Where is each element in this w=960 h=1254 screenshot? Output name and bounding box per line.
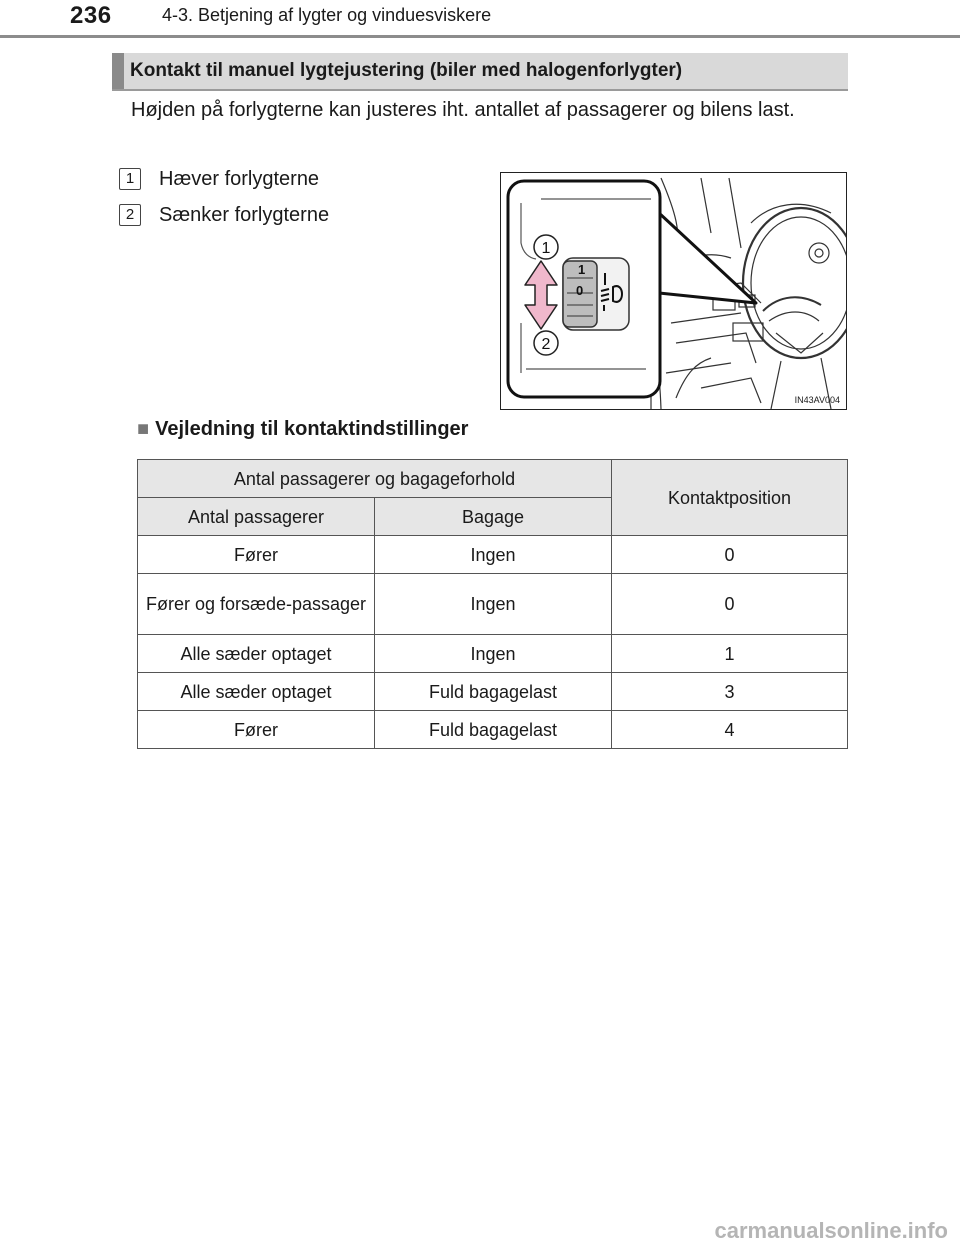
- table-group-header: Antal passagerer og bagageforhold: [138, 460, 612, 498]
- cell-luggage: Ingen: [375, 536, 612, 574]
- figure-code: IN43AV004: [794, 395, 840, 405]
- subheading-text: Vejledning til kontaktindstillinger: [155, 418, 469, 440]
- cell-position: 3: [612, 673, 848, 711]
- page-number: 236: [70, 2, 112, 29]
- cell-position: 4: [612, 711, 848, 749]
- callout-2: [534, 331, 558, 355]
- dial-mark-0: 0: [576, 283, 584, 298]
- table-col-passengers: Antal passagerer: [138, 498, 375, 536]
- section-title: Kontakt til manuel lygtejustering (biler med halogenforlygter): [130, 60, 683, 81]
- cell-position: 0: [612, 536, 848, 574]
- chapter-title: 4-3. Betjening af lygter og vinduesviskere: [162, 5, 492, 25]
- cell-passengers: Fører: [138, 536, 375, 574]
- dashboard-illustration: [501, 173, 846, 409]
- table-row: [138, 536, 848, 574]
- svg-text:2: 2: [541, 336, 551, 353]
- watermark: carmanualsonline.info: [714, 1218, 948, 1243]
- dial-mark-1: 1: [578, 262, 586, 277]
- item-number-badge: 1: [119, 168, 141, 190]
- table-row: [138, 635, 848, 673]
- cell-luggage: Ingen: [375, 635, 612, 673]
- headlight-switch-figure: [500, 172, 847, 410]
- switch-settings-table: [137, 459, 848, 749]
- section-accent: [112, 53, 124, 89]
- table-row: [138, 574, 848, 635]
- section-title-bar: [112, 53, 848, 89]
- list-item-raise: [119, 168, 319, 191]
- item-label: Hæver forlygterne: [159, 168, 320, 190]
- table-col-luggage: Bagage: [375, 498, 612, 536]
- cell-luggage: Fuld bagagelast: [375, 711, 612, 749]
- table-position-header: Kontaktposition: [612, 460, 848, 536]
- section-underline: [112, 89, 848, 91]
- cell-luggage: Fuld bagagelast: [375, 673, 612, 711]
- table-row: [138, 711, 848, 749]
- list-item-lower: [119, 204, 329, 227]
- cell-position: 0: [612, 574, 848, 635]
- cell-passengers: Fører: [138, 711, 375, 749]
- svg-text:1: 1: [541, 240, 551, 257]
- table-row: [138, 673, 848, 711]
- cell-passengers: Alle sæder optaget: [138, 635, 375, 673]
- item-number-badge: 2: [119, 204, 141, 226]
- cell-position: 1: [612, 635, 848, 673]
- square-bullet-icon: ■: [137, 418, 150, 440]
- callout-1: [534, 235, 558, 259]
- subheading: [137, 418, 468, 441]
- intro-paragraph: Højden på forlygterne kan justeres iht. antallet af passagerer og bilens last.: [131, 99, 795, 121]
- header-divider: [0, 35, 960, 38]
- cell-passengers: Alle sæder optaget: [138, 673, 375, 711]
- item-label: Sænker forlygterne: [159, 204, 330, 226]
- cell-luggage: Ingen: [375, 574, 612, 635]
- cell-passengers: Fører og forsæde-passager: [138, 574, 375, 635]
